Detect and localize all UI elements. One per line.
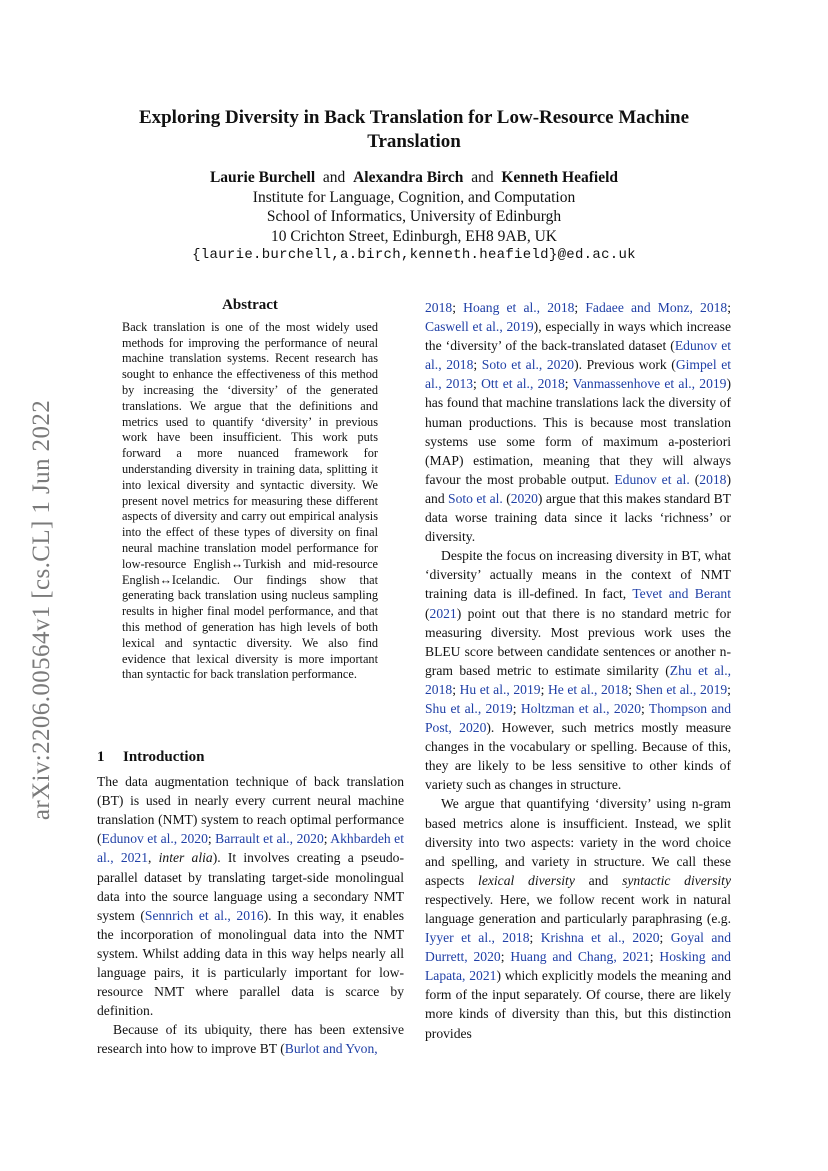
section-title: Introduction xyxy=(123,749,205,765)
citation-link[interactable]: Fadaee and Monz, 2018 xyxy=(585,300,728,315)
abstract-heading: Abstract xyxy=(222,297,278,313)
citation-link[interactable]: Edunov et al., 2020 xyxy=(101,831,208,847)
abstract-text: Back translation is one of the most widely used methods for improving the performance of neural machine translation systems. Recent research has sought to enhance the effectiveness of this method by increasing the ‘diversity’ of the generated translations. We argue that the definitions and metrics used to quantify ‘diversity’ in previous work have been insufficient. This work puts forward a more nuanced framework for understanding diversity in training data, splitting it into lexical diversity and syntactic diversity. We present novel metrics for measuring these different aspects of diversity and carry out empirical analysis into the effect of these types of diversity on final neural machine translation model performance for low-resource English↔Turkish and mid-resource English↔Icelandic. Our findings show that generating back translation using nucleus sampling results in higher final model performance, and that this method of generation has high levels of both lexical and syntactic diversity. We also find evidence that lexical diversity is more important than syntactic for back translation performance. xyxy=(122,319,378,682)
arxiv-identifier: arXiv:2206.00564v1 [cs.CL] 1 Jun 2022 xyxy=(28,399,55,821)
text-run: ) has found that machine translations lack the diversity of human productions. This is because most translation systems use some form of maximum a-posteriori (MAP) estimation, meaning that they will always favour the most probable output. xyxy=(425,376,732,487)
citation-link[interactable]: Vanmassenhove et al., 2019 xyxy=(572,376,727,392)
affiliation-line: School of Informatics, University of Edinburgh xyxy=(266,208,562,225)
text-run: ) argue that this makes standard BT data worse training data since it lacks ‘richness’ or diversity. xyxy=(425,490,731,545)
text-run: ; xyxy=(659,930,671,946)
citation-link[interactable]: Sennrich et al., 2016 xyxy=(144,907,264,923)
text-run: , xyxy=(148,850,159,866)
right-column xyxy=(425,298,731,1043)
author-separator: and xyxy=(471,169,494,186)
text-run: respectively. Here, we follow recent work in natural language generation and particularly paraphrasing (e.g. xyxy=(425,891,731,926)
citation-link[interactable]: Hoang et al., 2018 xyxy=(463,300,575,315)
citation-link[interactable]: Krishna et al., 2020 xyxy=(540,930,660,946)
citation-link[interactable]: Tevet and Berant xyxy=(632,586,732,602)
text-run: ). However, such metrics mostly measure changes in the vocabulary or spelling. Because of this, they are likely to be less sensitive to other kinds of variety such as changes in structure. xyxy=(425,720,731,793)
text-run: ) point out that there is no standard metric for measuring diversity. Most previous work uses the BLEU score between candidate sentences or another n-gram based metric to estimate similarity ( xyxy=(425,605,731,678)
text-run: ). Previous work ( xyxy=(574,357,676,373)
text-run: ; xyxy=(207,831,216,847)
arxiv-sidebar-stamp xyxy=(20,375,64,845)
citation-link[interactable]: Soto et al., 2020 xyxy=(481,357,575,373)
citation-link[interactable]: Burlot and Yvon, xyxy=(284,1041,378,1057)
affiliation-line: Institute for Language, Cognition, and Computation xyxy=(252,188,576,206)
author-name: Laurie Burchell xyxy=(209,169,316,186)
text-run: ( xyxy=(502,490,511,506)
citation-link[interactable]: Edunov et al., 2018 xyxy=(425,338,732,373)
emphasis: inter alia xyxy=(158,850,213,866)
citation-link[interactable]: Gimpel et al., 2013 xyxy=(425,357,732,392)
text-run: and xyxy=(574,872,623,888)
citation-link[interactable]: 2021 xyxy=(429,605,457,621)
citation-link[interactable]: 2020 xyxy=(510,490,538,506)
text-run: ( xyxy=(689,471,700,487)
citation-link[interactable]: Thompson and Post, 2020 xyxy=(425,700,731,736)
text-run: ; xyxy=(473,357,482,373)
paragraph xyxy=(425,794,731,1042)
paragraph xyxy=(425,546,731,794)
text-run: ; xyxy=(649,949,660,965)
section-heading xyxy=(97,748,404,767)
citation-link[interactable]: Huang and Chang, 2021 xyxy=(510,949,650,965)
text-run: ; xyxy=(641,700,649,716)
text-run: ( xyxy=(425,605,430,621)
text-run: ; xyxy=(500,949,511,965)
citation-link[interactable]: Goyal and Durrett, 2020 xyxy=(425,930,731,965)
text-run: Because of its ubiquity, there has been extensive research into how to improve BT ( xyxy=(97,1022,404,1057)
citation-link[interactable]: Shu et al., 2019 xyxy=(425,700,513,716)
introduction-section xyxy=(97,748,404,1059)
author-name: Alexandra Birch xyxy=(353,169,464,186)
citation-link[interactable]: Hosking and Lapata, 2021 xyxy=(425,949,731,984)
text-run: Despite the focus on increasing diversity in BT, what ‘diversity’ actually means in the context of NMT training data is ill-defined. In fact, xyxy=(425,548,731,602)
section-number: 1 xyxy=(97,749,105,765)
author-name: Kenneth Heafield xyxy=(501,169,619,186)
text-run: ), especially in ways which increase the ‘diversity’ of the back-translated dataset ( xyxy=(425,319,731,354)
text-run: ; xyxy=(727,681,731,697)
citation-link[interactable]: Hu et al., 2019 xyxy=(459,681,541,697)
text-run: ) and xyxy=(425,471,731,506)
citation-link[interactable]: He et al., 2018 xyxy=(547,681,629,697)
emphasis: lexical diversity xyxy=(478,872,575,888)
paper-title: Exploring Diversity in Back Translation for Low-Resource Machine Translation xyxy=(138,107,690,152)
citation-link[interactable]: Iyyer et al., 2018 xyxy=(425,930,530,946)
citation-link[interactable]: Akhbardeh et al., 2021 xyxy=(97,831,404,866)
abstract-section xyxy=(122,298,378,683)
emphasis: syntactic diversity xyxy=(622,872,731,888)
text-run: ; xyxy=(628,681,636,697)
paragraph xyxy=(425,298,731,546)
text-run: ; xyxy=(564,376,573,392)
author-emails: {laurie.burchell,a.birch,kenneth.heafield}@ed.ac.uk xyxy=(192,247,636,263)
citation-link[interactable]: Zhu et al., 2018 xyxy=(425,662,731,697)
citation-link[interactable]: Soto et al. xyxy=(448,490,503,506)
paragraph xyxy=(97,1020,404,1058)
text-run: We argue that quantifying ‘diversity’ using n-gram based metrics alone is insufficient. Instead, we split diversity into two aspects: variety in the word choice and spelling, and variety in structure. We call these aspects xyxy=(425,796,731,888)
text-run: The data augmentation technique of back translation (BT) is used in nearly every current neural machine translation (NMT) system to reach optimal performance ( xyxy=(97,774,404,847)
text-run: ; xyxy=(452,681,460,697)
text-run: ; xyxy=(323,831,331,847)
affiliation-line: 10 Crichton Street, Edinburgh, EH8 9AB, UK xyxy=(270,227,557,245)
text-run: ). In this way, it enables the incorporation of monolingual data into the NMT system. Whilst adding data in this way helps nearly all language pairs, it is particularly important for low-resource NMT where parallel data is scarce by definition. xyxy=(97,907,404,1019)
text-run: ; xyxy=(574,300,586,315)
text-run: ; xyxy=(529,930,541,946)
author-separator: and xyxy=(322,169,346,186)
citation-link[interactable]: Barrault et al., 2020 xyxy=(215,831,324,847)
text-run: ; xyxy=(473,376,482,392)
citation-link[interactable]: 2018 xyxy=(699,471,727,487)
text-run: ; xyxy=(512,700,521,716)
paragraph xyxy=(97,772,404,1020)
citation-link[interactable]: Ott et al., 2018 xyxy=(481,376,565,392)
text-run: ; xyxy=(452,300,464,315)
author-block xyxy=(100,168,728,266)
citation-link[interactable]: Caswell et al., 2019 xyxy=(425,319,534,335)
citation-link[interactable]: Holtzman et al., 2020 xyxy=(520,700,642,716)
text-run: ). It involves creating a pseudo-parallel dataset by translating target-side monolingual data into the source language using a secondary NMT system ( xyxy=(97,850,404,923)
citation-link[interactable]: Edunov et al. xyxy=(614,471,690,487)
text-run: ; xyxy=(727,300,731,315)
citation-link[interactable]: Shen et al., 2019 xyxy=(635,681,728,697)
text-run: ) which explicitly models the meaning and form of the input separately. Of course, there are likely more kinds of diversity than this, but this distinction provides xyxy=(425,968,732,1041)
author-names xyxy=(100,168,728,188)
text-run: ; xyxy=(540,681,548,697)
citation-link[interactable]: 2018 xyxy=(425,300,453,315)
